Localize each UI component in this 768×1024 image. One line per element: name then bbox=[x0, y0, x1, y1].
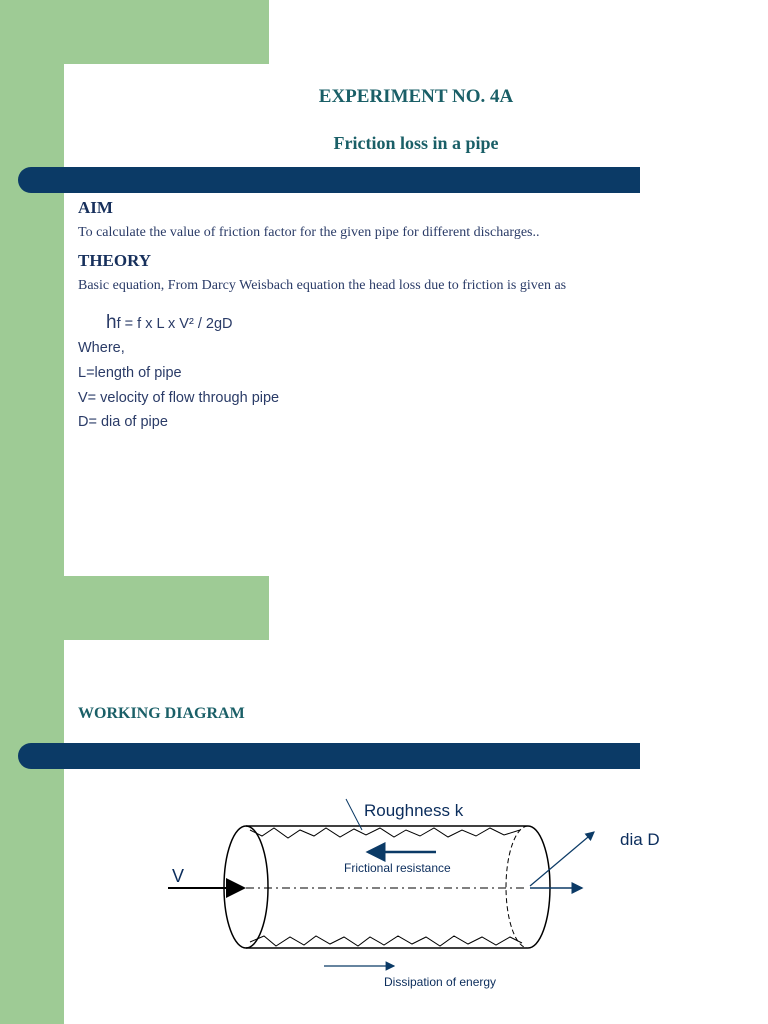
definition-diameter: D= dia of pipe bbox=[78, 414, 168, 430]
dissipation-label: Dissipation of energy bbox=[384, 975, 497, 989]
top-green-block bbox=[64, 0, 269, 64]
formula-h: h bbox=[106, 312, 117, 333]
pipe-outlet-end bbox=[528, 826, 550, 948]
diameter-pointer-arrow bbox=[530, 832, 594, 886]
pipe-outlet-hidden-edge bbox=[506, 826, 528, 948]
definition-velocity: V= velocity of flow through pipe bbox=[78, 390, 280, 406]
velocity-label: V bbox=[172, 866, 185, 886]
aim-text: To calculate the value of friction factor for the given pipe for different discharges.. bbox=[78, 225, 540, 240]
experiment-subtitle: Friction loss in a pipe bbox=[333, 133, 499, 153]
theory-heading: THEORY bbox=[78, 251, 152, 270]
divider-bar-1 bbox=[18, 167, 640, 193]
diameter-label: dia D bbox=[620, 830, 660, 849]
roughness-top bbox=[250, 828, 520, 838]
experiment-title: EXPERIMENT NO. 4A bbox=[318, 86, 514, 107]
divider-bar-2 bbox=[18, 743, 640, 769]
formula-rest: f = f x L x V² / 2gD bbox=[116, 316, 233, 332]
working-diagram-heading: WORKING DIAGRAM bbox=[78, 705, 245, 722]
left-green-strip bbox=[0, 0, 64, 1024]
aim-heading: AIM bbox=[78, 198, 113, 217]
where-label: Where, bbox=[78, 340, 125, 356]
frictional-resistance-label: Frictional resistance bbox=[344, 861, 451, 875]
middle-green-block bbox=[64, 576, 269, 640]
roughness-label: Roughness k bbox=[364, 801, 464, 820]
pipe-diagram bbox=[150, 790, 710, 1000]
definition-length: L=length of pipe bbox=[78, 365, 182, 381]
roughness-bottom bbox=[250, 936, 522, 946]
darcy-formula bbox=[106, 312, 233, 334]
theory-text: Basic equation, From Darcy Weisbach equation the head loss due to friction is given as bbox=[78, 278, 567, 293]
